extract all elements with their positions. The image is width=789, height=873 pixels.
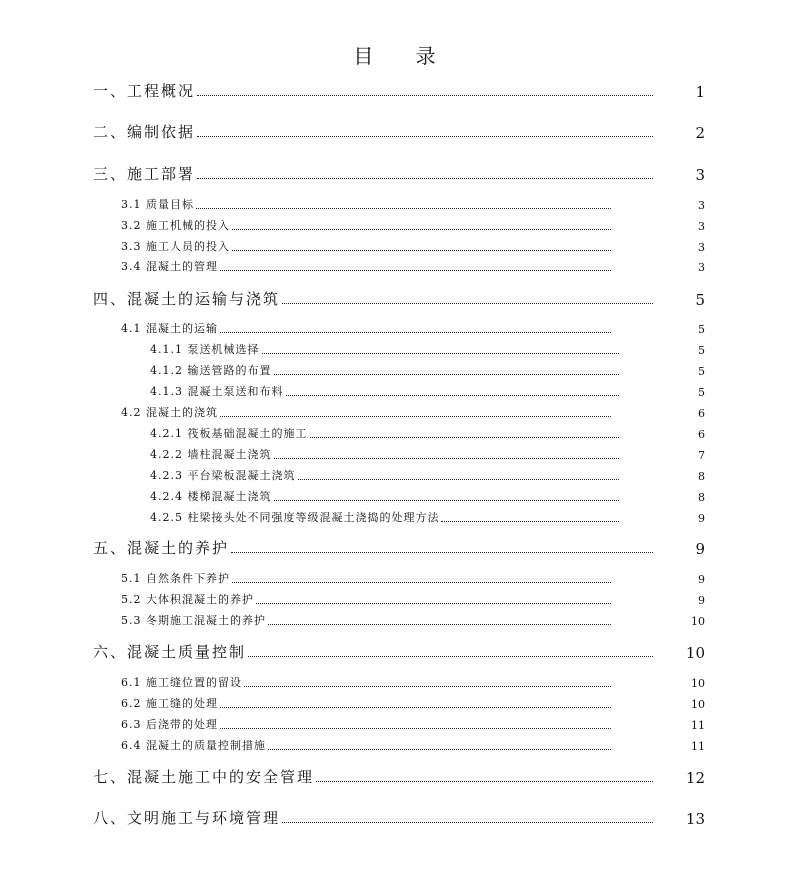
toc-entry-title: 3.4 混凝土的管理 <box>121 260 218 273</box>
toc-entry-title: 4.1.1 泵送机械选择 <box>150 343 260 356</box>
toc-entry-level-3[interactable] <box>150 383 705 399</box>
dot-leader <box>316 781 653 782</box>
toc-entry-level-2[interactable] <box>121 404 705 420</box>
toc-entry-page-number: 3 <box>698 220 705 233</box>
toc-entry-page-number: 9 <box>698 512 705 525</box>
toc-entry-page-number: 10 <box>691 698 705 711</box>
toc-entry-level-1[interactable] <box>93 537 705 558</box>
toc-entry-page-number: 9 <box>698 573 705 586</box>
toc-entry-title: 八、文明施工与环境管理 <box>93 809 281 827</box>
toc-entry-title: 4.2.2 墙柱混凝土浇筑 <box>150 448 272 461</box>
toc-entry-level-2[interactable] <box>121 695 705 711</box>
toc-entry-page-number: 8 <box>698 470 705 483</box>
toc-entry-title: 6.4 混凝土的质量控制措施 <box>121 739 266 752</box>
toc-entry-title: 五、混凝土的养护 <box>93 539 230 557</box>
dot-leader <box>196 208 611 209</box>
toc-entry-page-number: 5 <box>698 323 705 336</box>
toc-entry-title: 4.2.1 筏板基础混凝土的施工 <box>150 427 308 440</box>
dot-leader <box>220 728 611 729</box>
dot-leader <box>232 582 611 583</box>
dot-leader <box>441 521 619 522</box>
dot-leader <box>310 437 620 438</box>
dot-leader <box>248 656 653 657</box>
toc-entry-page-number: 7 <box>698 449 705 462</box>
toc-entry-page-number: 10 <box>691 677 705 690</box>
dot-leader <box>282 303 653 304</box>
dot-leader <box>268 624 611 625</box>
toc-entry-page-number: 3 <box>698 261 705 274</box>
toc-entry-title: 一、工程概况 <box>93 82 196 100</box>
toc-entry-page-number: 3 <box>698 241 705 254</box>
toc-entry-level-2[interactable] <box>121 737 705 753</box>
toc-entry-page-number: 10 <box>685 644 705 662</box>
toc-entry-title: 4.1.2 输送管路的布置 <box>150 364 272 377</box>
toc-entry-page-number: 6 <box>698 428 705 441</box>
toc-entry-page-number: 5 <box>695 291 705 309</box>
toc-entry-level-2[interactable] <box>121 217 705 233</box>
toc-entry-level-3[interactable] <box>150 509 705 525</box>
dot-leader <box>274 500 620 501</box>
dot-leader <box>244 686 611 687</box>
page-title: 目 录 <box>353 44 454 68</box>
toc-entry-page-number: 12 <box>685 769 705 787</box>
toc-entry-page-number: 3 <box>698 199 705 212</box>
toc-entry-level-1[interactable] <box>93 288 705 309</box>
toc-entry-level-2[interactable] <box>121 196 705 212</box>
toc-entry-level-2[interactable] <box>121 716 705 732</box>
dot-leader <box>232 229 611 230</box>
dot-leader <box>268 749 611 750</box>
toc-entry-level-2[interactable] <box>121 591 705 607</box>
toc-entry-title: 6.1 施工缝位置的留设 <box>121 676 242 689</box>
toc-entry-level-3[interactable] <box>150 425 705 441</box>
toc-entry-page-number: 3 <box>695 166 705 184</box>
toc-entry-title: 六、混凝土质量控制 <box>93 643 247 661</box>
toc-entry-page-number: 9 <box>698 594 705 607</box>
dot-leader <box>197 178 653 179</box>
toc-entry-title: 6.2 施工缝的处理 <box>121 697 218 710</box>
dot-leader <box>197 95 653 96</box>
dot-leader <box>220 416 611 417</box>
toc-entry-title: 4.1.3 混凝土泵送和布料 <box>150 385 284 398</box>
dot-leader <box>220 270 611 271</box>
toc-entry-title: 4.2.3 平台梁板混凝土浇筑 <box>150 469 296 482</box>
toc-entry-level-3[interactable] <box>150 488 705 504</box>
toc-entry-title: 3.3 施工人员的投入 <box>121 240 230 253</box>
dot-leader <box>232 250 611 251</box>
dot-leader <box>220 332 611 333</box>
toc-entry-level-2[interactable] <box>121 570 705 586</box>
toc-entry-level-3[interactable] <box>150 341 705 357</box>
toc-entry-page-number: 13 <box>685 810 705 828</box>
dot-leader <box>220 707 611 708</box>
toc-entry-title: 3.2 施工机械的投入 <box>121 219 230 232</box>
toc-entry-level-3[interactable] <box>150 362 705 378</box>
toc-entry-level-2[interactable] <box>121 238 705 254</box>
toc-entry-level-2[interactable] <box>121 258 705 274</box>
toc-entry-page-number: 2 <box>695 124 705 142</box>
toc-entry-title: 4.1 混凝土的运输 <box>121 322 218 335</box>
toc-entry-title: 七、混凝土施工中的安全管理 <box>93 768 315 786</box>
toc-entry-level-2[interactable] <box>121 674 705 690</box>
toc-entry-title: 5.3 冬期施工混凝土的养护 <box>121 614 266 627</box>
toc-entry-page-number: 1 <box>695 83 705 101</box>
toc-entry-page-number: 6 <box>698 407 705 420</box>
toc-entry-level-1[interactable] <box>93 641 705 662</box>
dot-leader <box>282 822 653 823</box>
dot-leader <box>231 552 653 553</box>
toc-entry-page-number: 9 <box>695 540 705 558</box>
toc-entry-title: 5.1 自然条件下养护 <box>121 572 230 585</box>
dot-leader <box>262 353 620 354</box>
dot-leader <box>256 603 611 604</box>
toc-entry-title: 4.2.5 柱梁接头处不同强度等级混凝土浇捣的处理方法 <box>150 511 440 524</box>
toc-entry-page-number: 5 <box>698 344 705 357</box>
dot-leader <box>197 136 653 137</box>
toc-entry-level-1[interactable] <box>93 121 705 142</box>
toc-entry-title: 4.2.4 楼梯混凝土浇筑 <box>150 490 272 503</box>
toc-entry-level-3[interactable] <box>150 467 705 483</box>
dot-leader <box>298 479 620 480</box>
toc-entry-page-number: 8 <box>698 491 705 504</box>
toc-entry-page-number: 11 <box>691 740 705 753</box>
toc-entry-title: 三、施工部署 <box>93 165 196 183</box>
dot-leader <box>274 374 620 375</box>
toc-entry-level-1[interactable] <box>93 766 705 787</box>
toc-entry-level-1[interactable] <box>93 807 705 828</box>
toc-entry-title: 4.2 混凝土的浇筑 <box>121 406 218 419</box>
toc-entry-level-1[interactable] <box>93 80 705 101</box>
toc-entry-title: 6.3 后浇带的处理 <box>121 718 218 731</box>
toc-entry-page-number: 11 <box>691 719 705 732</box>
toc-entry-level-1[interactable] <box>93 163 705 184</box>
toc-entry-page-number: 10 <box>691 615 705 628</box>
toc-entry-page-number: 5 <box>698 365 705 378</box>
toc-entry-level-2[interactable] <box>121 320 705 336</box>
toc-entry-level-2[interactable] <box>121 612 705 628</box>
toc-entry-level-3[interactable] <box>150 446 705 462</box>
toc-entry-title: 5.2 大体积混凝土的养护 <box>121 593 254 606</box>
toc-entry-title: 四、混凝土的运输与浇筑 <box>93 290 281 308</box>
dot-leader <box>286 395 620 396</box>
toc-entry-title: 3.1 质量目标 <box>121 198 194 211</box>
toc-entry-page-number: 5 <box>698 386 705 399</box>
dot-leader <box>274 458 620 459</box>
toc-entry-title: 二、编制依据 <box>93 123 196 141</box>
